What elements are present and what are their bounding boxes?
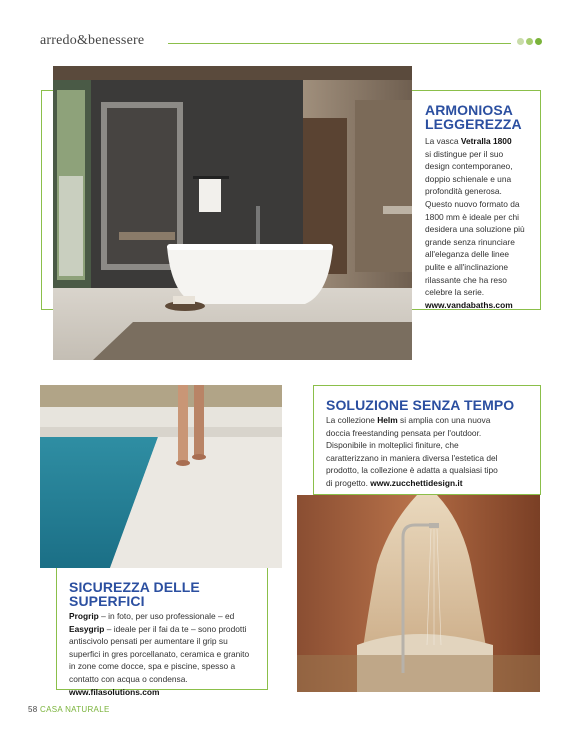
bath-title-line1: ARMONIOSA bbox=[425, 102, 514, 118]
shower-body-line-pre: Disponibile in molteplici finiture, che bbox=[326, 440, 459, 451]
page-footer bbox=[28, 705, 110, 714]
bath-body-line-pre: desidera una soluzione più bbox=[425, 224, 525, 235]
pool-photo bbox=[40, 385, 282, 568]
shower-body-line-pre: caratterizzano in maniera diversa l'estetica del bbox=[326, 452, 498, 463]
bath-body-line bbox=[425, 173, 537, 186]
bath-body-line-pre: pulite e all'inclinazione bbox=[425, 261, 509, 272]
bath-body-line bbox=[425, 148, 537, 161]
safety-body-line bbox=[69, 660, 264, 673]
magazine-name: CASA NATURALE bbox=[40, 705, 110, 714]
bath-body-line bbox=[425, 135, 537, 148]
bath-body-line-pre: si distingue per il suo bbox=[425, 148, 504, 159]
bath-url[interactable]: www.vandabaths.com bbox=[425, 299, 513, 310]
bath-body-line-pre: all'eleganza delle linee bbox=[425, 249, 510, 260]
bath-body-line-pre: celebre la serie. bbox=[425, 287, 485, 298]
safety-body-line bbox=[69, 610, 264, 623]
shower-title: SOLUZIONE SENZA TEMPO bbox=[326, 397, 515, 413]
safety-body-line bbox=[69, 635, 264, 648]
safety-body-line bbox=[69, 673, 264, 686]
bathroom-photo bbox=[53, 66, 412, 360]
bath-body-line bbox=[425, 248, 537, 261]
bath-title-line2: LEGGEREZZA bbox=[425, 116, 522, 132]
safety-article-text bbox=[69, 580, 264, 698]
bath-body-line-pre: design contemporaneo, bbox=[425, 161, 513, 172]
shower-body-line bbox=[326, 477, 541, 490]
shower-body-line-pre: prodotto, la collezione è adatta a qualsiasi tipo bbox=[326, 465, 498, 476]
safety-body bbox=[69, 610, 264, 686]
shower-body-line bbox=[326, 414, 541, 427]
bath-body-line bbox=[425, 286, 537, 299]
page-number: 58 bbox=[28, 705, 38, 714]
bath-article-text bbox=[425, 103, 537, 311]
shower-body-line-pre: doccia freestanding pensata per l'outdoor. bbox=[326, 427, 482, 438]
safety-body-line-bold: Progrip bbox=[69, 611, 99, 621]
bath-body-line-pre: 1800 mm è ideale per chi bbox=[425, 211, 520, 222]
safety-body-line bbox=[69, 648, 264, 661]
shower-body bbox=[326, 414, 541, 490]
shower-body-line-post: si amplia con una nuova bbox=[397, 415, 491, 425]
shower-body-line-bold: Helm bbox=[377, 415, 398, 425]
safety-body-line bbox=[69, 623, 264, 636]
shower-article-text bbox=[326, 398, 541, 490]
header-dot-2 bbox=[526, 38, 533, 45]
shower-body-line bbox=[326, 427, 541, 440]
bath-body-line-pre: grande senza rinunciare bbox=[425, 236, 515, 247]
bath-body-line bbox=[425, 160, 537, 173]
header-dot-3 bbox=[535, 38, 542, 45]
bath-body-line-bold: Vetralla 1800 bbox=[460, 136, 512, 146]
outdoor-shower-photo bbox=[297, 495, 540, 692]
safety-body-line-post: – ideale per il fai da te – sono prodotti bbox=[104, 623, 247, 634]
safety-body-line-bold: Easygrip bbox=[69, 623, 105, 634]
bath-body-line bbox=[425, 261, 537, 274]
bath-body-line-pre: Questo nuovo formato da bbox=[425, 198, 520, 209]
safety-url[interactable]: www.filasolutions.com bbox=[69, 686, 160, 697]
header-dots bbox=[517, 38, 542, 45]
safety-body-line-pre: superfici in gres porcellanato, ceramica e granito bbox=[69, 648, 250, 659]
safety-body-line-pre: in zone come docce, spa e piscine, spesso a bbox=[69, 661, 236, 672]
shower-body-line bbox=[326, 439, 541, 452]
shower-body-line-bold: www.zucchettidesign.it bbox=[370, 477, 463, 488]
shower-body-line bbox=[326, 464, 541, 477]
header-rule bbox=[168, 43, 511, 44]
bath-body-line bbox=[425, 223, 537, 236]
bath-body-line-pre: profondità generosa. bbox=[425, 186, 502, 197]
shower-body-line-pre: di progetto. bbox=[326, 477, 371, 488]
safety-body-line-pre: contatto con acqua o condensa. bbox=[69, 673, 188, 684]
bath-body-line-pre: La vasca bbox=[425, 136, 461, 146]
bath-body-line bbox=[425, 211, 537, 224]
bath-body-line bbox=[425, 236, 537, 249]
shower-body-line-pre: La collezione bbox=[326, 415, 378, 425]
bath-body bbox=[425, 135, 537, 299]
bath-body-line-pre: rilassante che ha reso bbox=[425, 274, 507, 285]
bath-body-line bbox=[425, 198, 537, 211]
safety-body-line-post: – in foto, per uso professionale – ed bbox=[98, 611, 235, 621]
section-title: arredo&benessere bbox=[40, 33, 145, 48]
safety-body-line-pre: antiscivolo pensati per aumentare il grip su bbox=[69, 636, 228, 647]
safety-title: SICUREZZA DELLE SUPERFICI bbox=[69, 579, 200, 609]
bath-body-line bbox=[425, 185, 537, 198]
header-dot-1 bbox=[517, 38, 524, 45]
shower-body-line bbox=[326, 452, 541, 465]
bath-body-line bbox=[425, 274, 537, 287]
bath-body-line-pre: doppio schienale e una bbox=[425, 173, 512, 184]
